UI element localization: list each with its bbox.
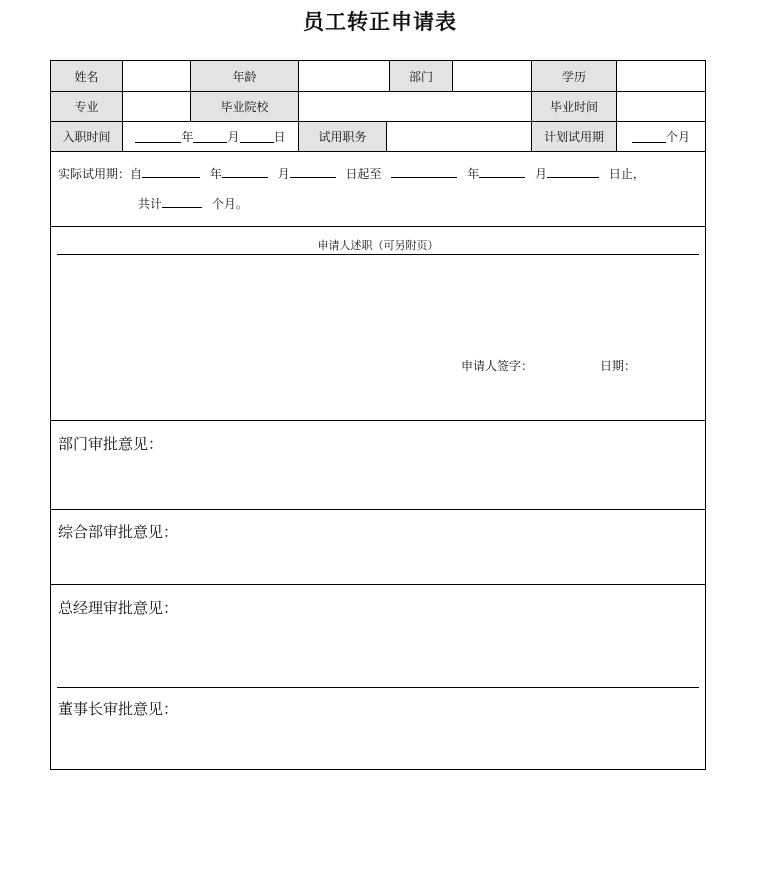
trial-total-blank[interactable] (162, 195, 202, 208)
age-field[interactable] (299, 61, 390, 92)
major-label: 专业 (51, 92, 123, 122)
trial-end-month-blank[interactable] (479, 165, 525, 178)
age-label: 年龄 (191, 61, 299, 92)
trial-start-month-unit: 月 (277, 167, 290, 181)
hire-date-field[interactable] (123, 122, 299, 152)
hire-day-blank[interactable] (240, 130, 274, 143)
statement-date-label: 日期： (600, 359, 637, 373)
gm-chairman-divider (57, 687, 699, 688)
planned-months-blank[interactable] (632, 130, 666, 143)
dept-label: 部门 (390, 61, 453, 92)
hire-day-unit: 日 (273, 130, 286, 144)
general-dept-approval-label: 综合部审批意见： (58, 523, 179, 541)
gm-chairman-approval-section (51, 585, 705, 769)
statement-header-rule (57, 254, 699, 255)
trial-start-day-blank[interactable] (290, 165, 336, 178)
trial-end-year-unit: 年 (467, 167, 480, 181)
trial-total-line (138, 195, 248, 212)
hire-month-unit: 月 (227, 130, 240, 144)
trial-total-unit: 个月。 (211, 197, 248, 211)
edu-field[interactable] (617, 61, 705, 92)
grad-time-field[interactable] (617, 92, 705, 122)
trial-until: 日止， (608, 167, 645, 181)
dept-approval-section[interactable] (51, 421, 705, 510)
name-field[interactable] (123, 61, 191, 92)
hire-month-blank[interactable] (193, 130, 227, 143)
gm-approval-label: 总经理审批意见： (58, 599, 179, 617)
trial-end-month-unit: 月 (535, 167, 548, 181)
trial-start-year-unit: 年 (209, 167, 222, 181)
application-form (50, 60, 706, 770)
trial-position-field[interactable] (387, 122, 532, 152)
trial-total-label: 共计 (138, 197, 163, 211)
name-label: 姓名 (51, 61, 123, 92)
statement-header: 申请人述职（可另附页） (317, 239, 439, 252)
trial-end-year-blank[interactable] (391, 165, 457, 178)
trial-period-section (51, 152, 705, 227)
school-label: 毕业院校 (191, 92, 299, 122)
chairman-approval-label: 董事长审批意见： (58, 700, 179, 718)
grad-time-label: 毕业时间 (532, 92, 617, 122)
trial-start-year-blank[interactable] (142, 165, 200, 178)
general-dept-approval-section[interactable] (51, 510, 705, 585)
trial-start-month-blank[interactable] (222, 165, 268, 178)
planned-months-unit: 个月 (665, 130, 690, 144)
trial-end-day-blank[interactable] (547, 165, 599, 178)
hire-year-unit: 年 (181, 130, 194, 144)
school-field[interactable] (299, 92, 532, 122)
trial-period-label: 实际试用期：自 (58, 167, 143, 181)
trial-position-label: 试用职务 (299, 122, 387, 152)
hire-year-blank[interactable] (135, 130, 181, 143)
page-title: 员工转正申请表 (303, 10, 457, 34)
statement-section (51, 227, 705, 421)
major-field[interactable] (123, 92, 191, 122)
signature-label: 申请人签字： (461, 359, 534, 373)
dept-field[interactable] (453, 61, 532, 92)
dept-approval-label: 部门审批意见： (58, 435, 164, 453)
trial-from-to: 日起至 (345, 167, 382, 181)
trial-period-line (58, 165, 645, 182)
planned-trial-field[interactable] (617, 122, 705, 152)
planned-trial-label: 计划试用期 (532, 122, 617, 152)
edu-label: 学历 (532, 61, 617, 92)
hire-date-label: 入职时间 (51, 122, 123, 152)
